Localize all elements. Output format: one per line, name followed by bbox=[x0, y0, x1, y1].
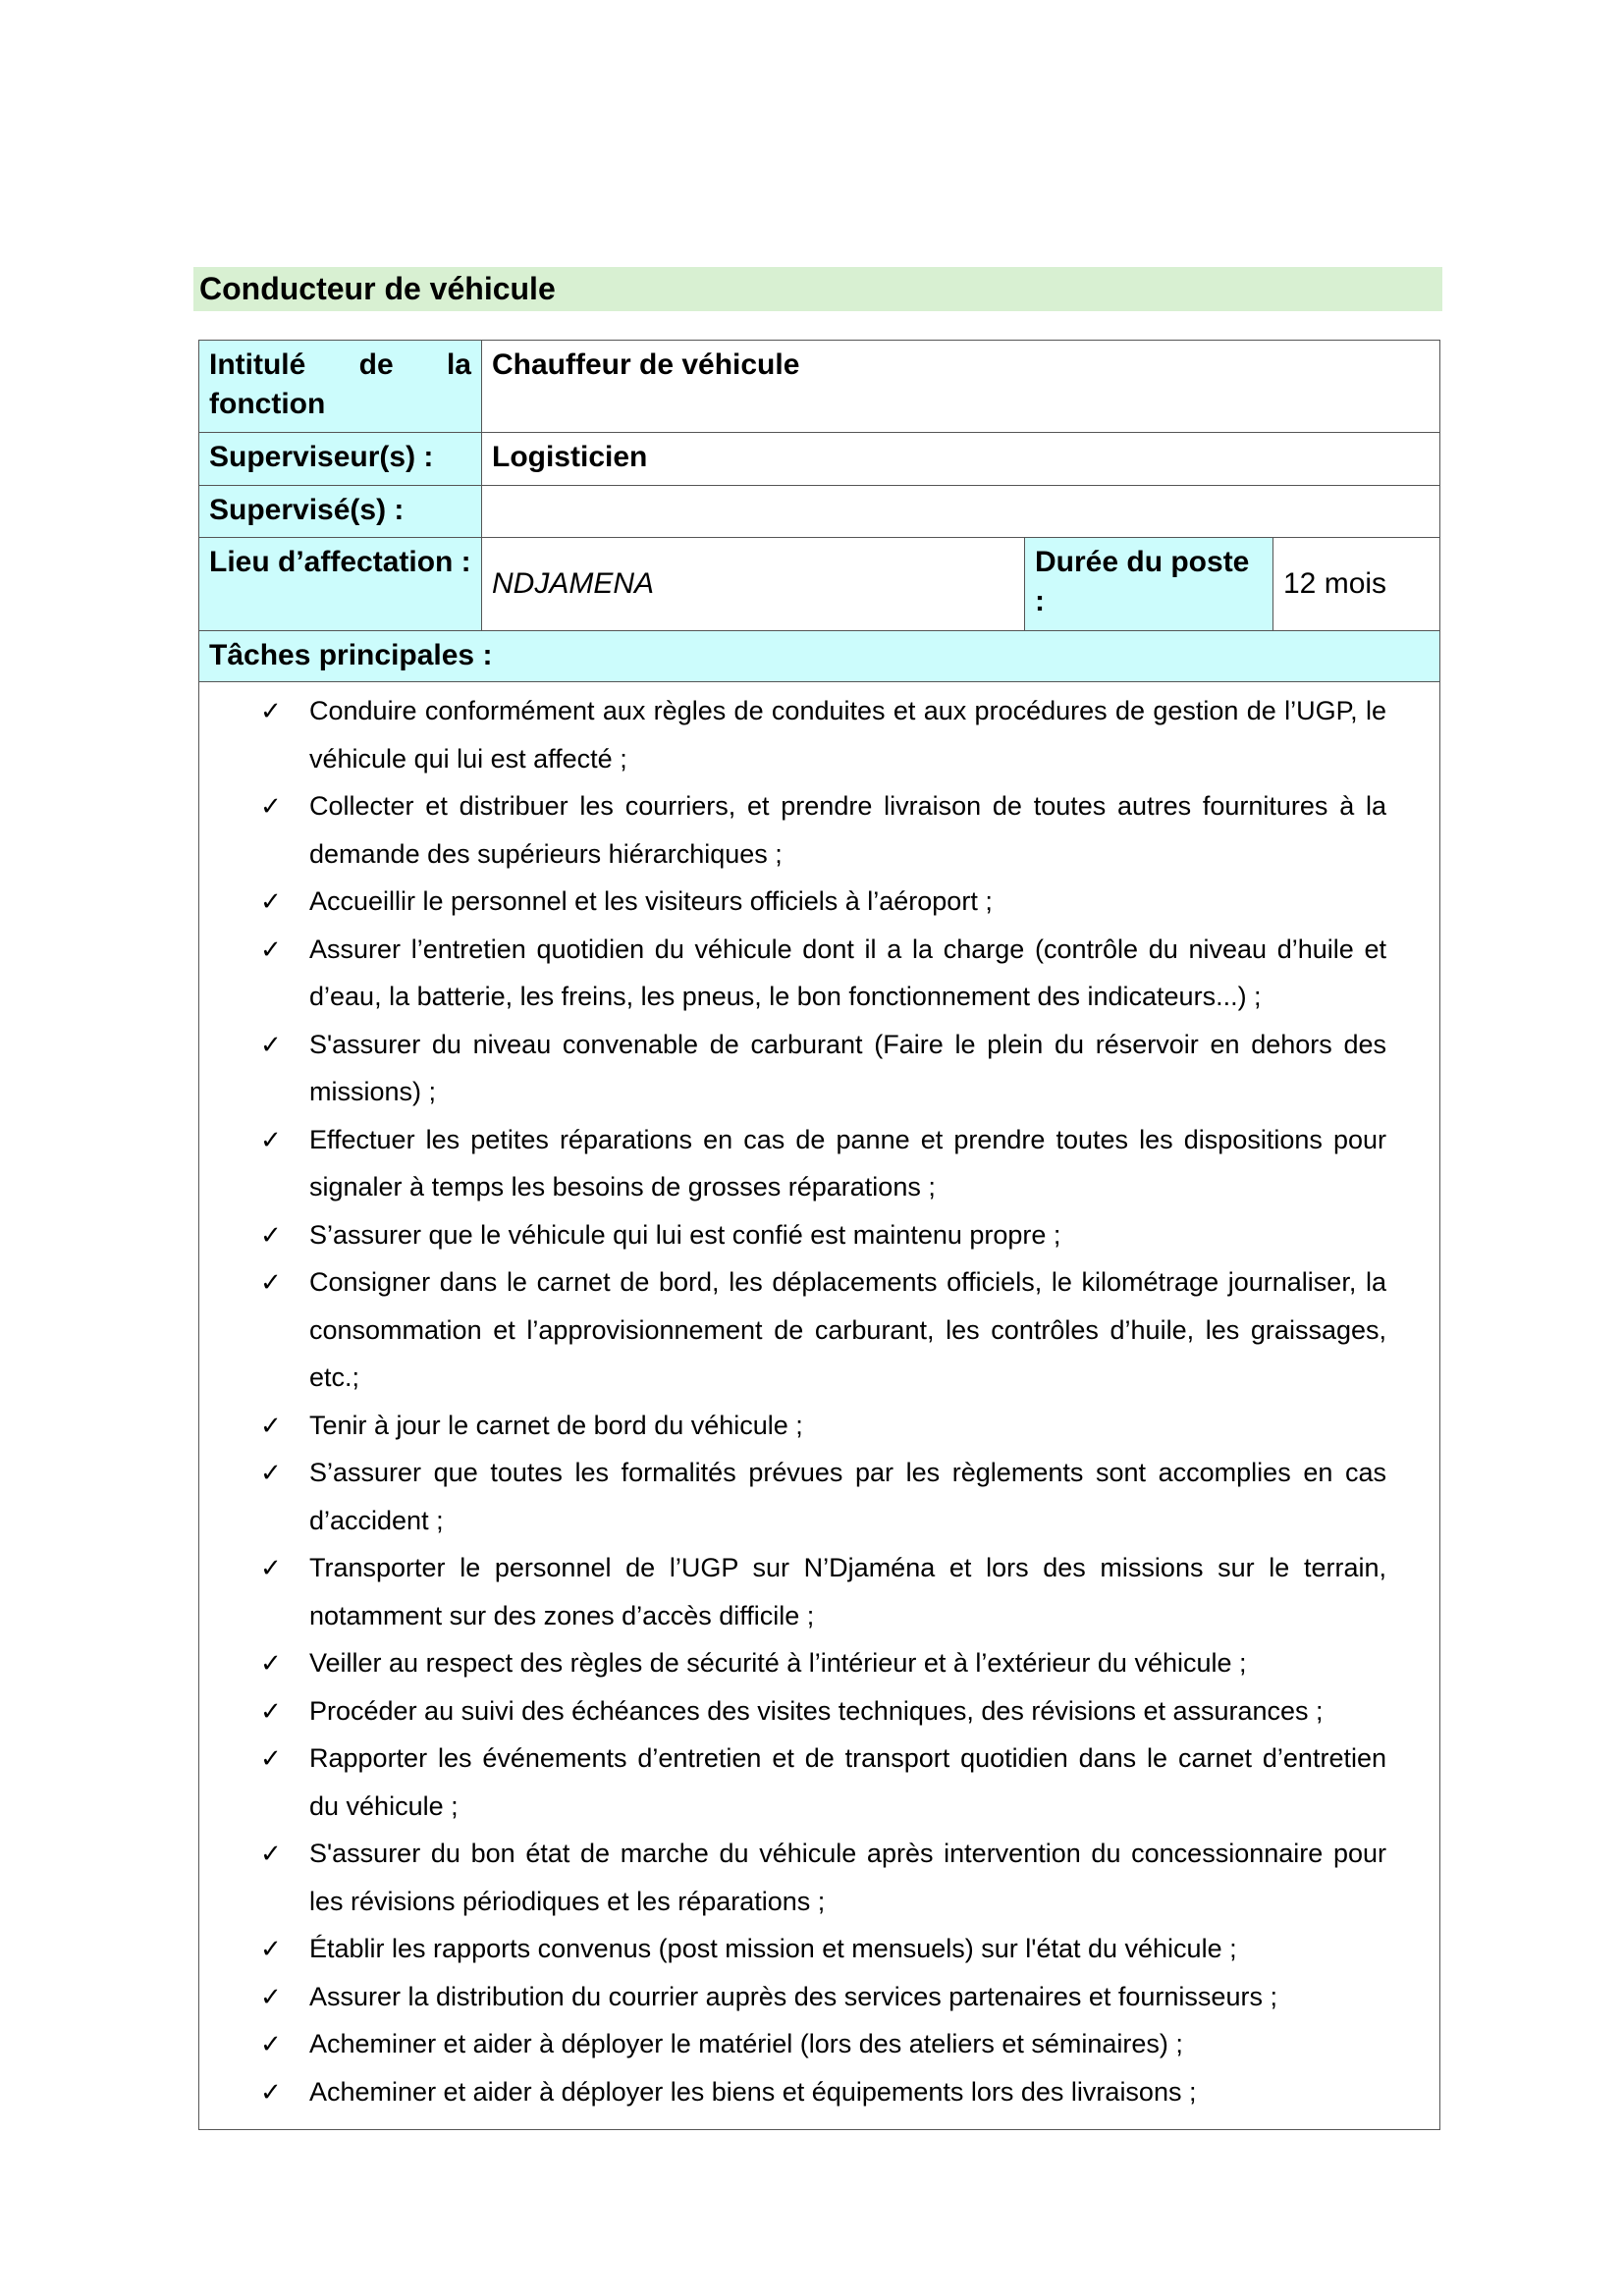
list-item bbox=[199, 782, 1386, 878]
task-text: S’assurer que le véhicule qui lui est confié est maintenu propre ; bbox=[309, 1219, 1061, 1250]
checkmark-icon: ✓ bbox=[260, 1695, 282, 1726]
supervises-label: Supervisé(s) : bbox=[199, 486, 482, 538]
list-item bbox=[199, 1402, 1386, 1450]
list-item bbox=[199, 878, 1386, 926]
list-item bbox=[199, 687, 1386, 782]
checkmark-icon: ✓ bbox=[260, 1934, 282, 1963]
intitule-value: Chauffeur de véhicule bbox=[482, 341, 1440, 433]
list-item bbox=[199, 1021, 1386, 1116]
task-text: Accueillir le personnel et les visiteurs officiels à l’aéroport ; bbox=[309, 886, 993, 916]
task-text: Assurer l’entretien quotidien du véhicule dont il a la charge (contrôle du niveau d’huile et d’eau, la batterie, les freins, les pneus, le bon fonctionnement des indicateurs...) ; bbox=[309, 934, 1386, 1011]
list-item bbox=[199, 1116, 1386, 1211]
checkmark-icon: ✓ bbox=[260, 2029, 282, 2058]
list-item bbox=[199, 1639, 1386, 1687]
list-item bbox=[199, 1830, 1386, 1925]
checkmark-icon: ✓ bbox=[260, 1458, 282, 1487]
tasks-cell bbox=[199, 682, 1440, 2130]
lieu-value: NDJAMENA bbox=[482, 538, 1025, 631]
taches-label: Tâches principales : bbox=[199, 631, 1440, 682]
checkmark-icon: ✓ bbox=[260, 1553, 282, 1582]
task-text: Établir les rapports convenus (post mission et mensuels) sur l'état du véhicule ; bbox=[309, 1934, 1237, 1963]
row-lieu-duree bbox=[199, 538, 1440, 631]
duree-label: Durée du poste : bbox=[1025, 538, 1273, 631]
task-text: S'assurer du bon état de marche du véhicule après intervention du concessionnaire pour les révisions périodiques et les réparations ; bbox=[309, 1839, 1386, 1916]
task-text: Acheminer et aider à déployer le matériel (lors des ateliers et séminaires) ; bbox=[309, 2029, 1183, 2058]
list-item bbox=[199, 1544, 1386, 1639]
list-item bbox=[199, 1211, 1386, 1259]
page-title: Conducteur de véhicule bbox=[193, 267, 1442, 311]
task-text: Collecter et distribuer les courriers, et prendre livraison de toutes autres fournitures à la demande des supérieurs hiérarchiques ; bbox=[309, 791, 1386, 869]
list-item bbox=[199, 2020, 1386, 2068]
list-item bbox=[199, 926, 1386, 1021]
task-text: Conduire conformément aux règles de conduites et aux procédures de gestion de l’UGP, le véhicule qui lui est affecté ; bbox=[309, 696, 1386, 774]
checkmark-icon: ✓ bbox=[260, 1219, 282, 1250]
intitule-label: Intitulé de la fonction bbox=[199, 341, 482, 433]
checkmark-icon: ✓ bbox=[260, 791, 282, 821]
task-text: Procéder au suivi des échéances des visites techniques, des révisions et assurances ; bbox=[309, 1695, 1324, 1726]
list-item bbox=[199, 1925, 1386, 1973]
checkmark-icon: ✓ bbox=[260, 1648, 282, 1678]
row-intitule bbox=[199, 341, 1440, 433]
list-item bbox=[199, 1449, 1386, 1544]
task-text: S’assurer que toutes les formalités prévues par les règlements sont accomplies en cas d’accident ; bbox=[309, 1458, 1386, 1535]
task-text: Rapporter les événements d’entretien et de transport quotidien dans le carnet d’entretien du véhicule ; bbox=[309, 1743, 1386, 1821]
task-text: Transporter le personnel de l’UGP sur N’Djaména et lors des missions sur le terrain, notamment sur des zones d’accès difficile ; bbox=[309, 1553, 1386, 1630]
list-item bbox=[199, 1258, 1386, 1402]
row-supervises bbox=[199, 486, 1440, 538]
checkmark-icon: ✓ bbox=[260, 1743, 282, 1773]
list-item bbox=[199, 1735, 1386, 1830]
row-taches-list bbox=[199, 682, 1440, 2130]
row-taches-header bbox=[199, 631, 1440, 682]
lieu-label: Lieu d’affectation : bbox=[199, 538, 482, 631]
checkmark-icon: ✓ bbox=[260, 1267, 282, 1297]
superviseur-value: Logisticien bbox=[482, 433, 1440, 486]
task-text: Acheminer et aider à déployer les biens et équipements lors des livraisons ; bbox=[309, 2076, 1197, 2107]
task-list bbox=[199, 682, 1439, 2129]
checkmark-icon: ✓ bbox=[260, 934, 282, 964]
task-text: Effectuer les petites réparations en cas de panne et prendre toutes les dispositions pour signaler à temps les besoins de grosses réparations ; bbox=[309, 1124, 1386, 1201]
list-item bbox=[199, 2068, 1386, 2116]
checkmark-icon: ✓ bbox=[260, 1410, 282, 1440]
checkmark-icon: ✓ bbox=[260, 1124, 282, 1154]
checkmark-icon: ✓ bbox=[260, 886, 282, 916]
list-item bbox=[199, 1973, 1386, 2021]
checkmark-icon: ✓ bbox=[260, 696, 282, 725]
list-item bbox=[199, 1687, 1386, 1735]
checkmark-icon: ✓ bbox=[260, 1839, 282, 1868]
checkmark-icon: ✓ bbox=[260, 1029, 282, 1059]
checkmark-icon: ✓ bbox=[260, 2076, 282, 2107]
job-description-table bbox=[198, 340, 1440, 2130]
task-text: Veiller au respect des règles de sécurité à l’intérieur et à l’extérieur du véhicule ; bbox=[309, 1648, 1247, 1678]
task-text: Tenir à jour le carnet de bord du véhicule ; bbox=[309, 1410, 803, 1440]
row-superviseur bbox=[199, 433, 1440, 486]
checkmark-icon: ✓ bbox=[260, 1981, 282, 2011]
task-text: Consigner dans le carnet de bord, les déplacements officiels, le kilométrage journaliser, la consommation et l’approvisionnement de carburant, les contrôles d’huile, les graissages, etc.; bbox=[309, 1267, 1386, 1392]
task-text: Assurer la distribution du courrier auprès des services partenaires et fournisseurs ; bbox=[309, 1981, 1277, 2011]
task-text: S'assurer du niveau convenable de carburant (Faire le plein du réservoir en dehors des missions) ; bbox=[309, 1029, 1386, 1106]
superviseur-label: Superviseur(s) : bbox=[199, 433, 482, 486]
duree-value: 12 mois bbox=[1273, 538, 1440, 631]
supervises-value bbox=[482, 486, 1440, 538]
